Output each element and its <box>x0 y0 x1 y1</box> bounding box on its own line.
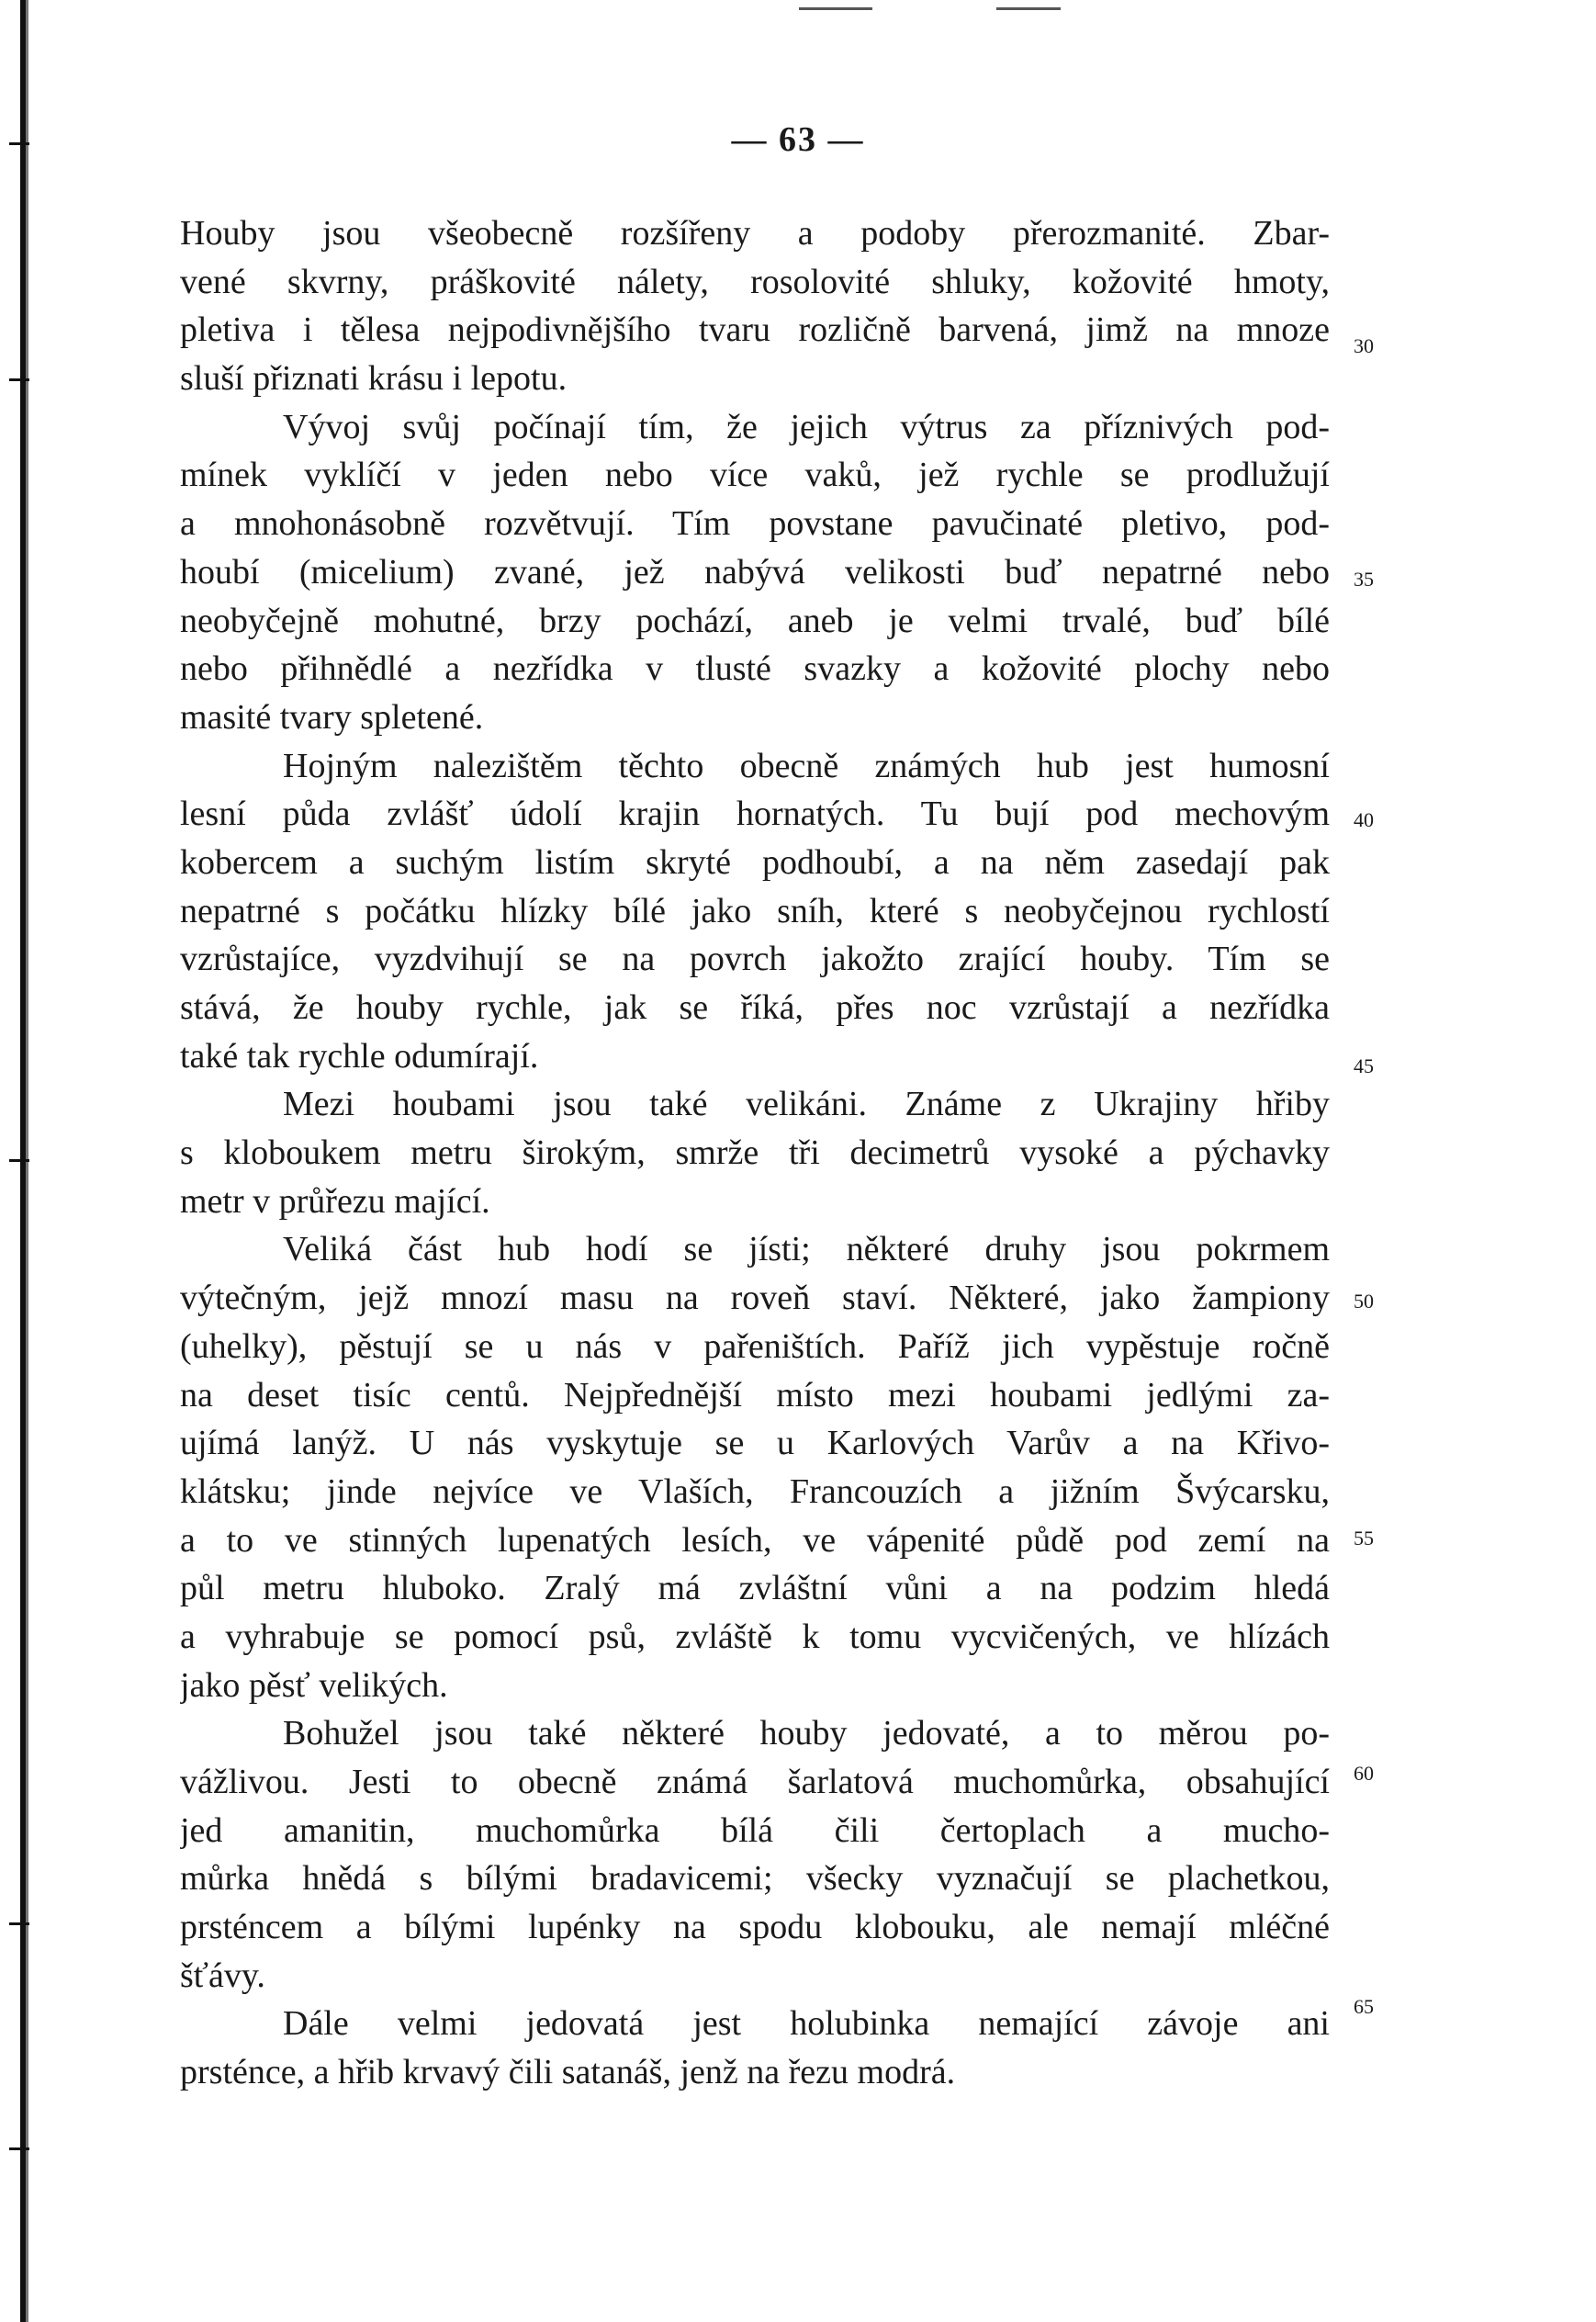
scan-edge-mark <box>9 1159 29 1162</box>
page-number: — 63 — <box>731 120 865 159</box>
text-line: šťávy. <box>180 1956 265 1995</box>
text-line: jed amanitin, muchomůrka bílá čili čertoplach a mucho- <box>180 1810 1330 1850</box>
text-line: nepatrné s počátku hlízky bílé jako sníh, které s neobyčejnou rychlostí <box>180 891 1330 930</box>
scan-edge-mark <box>9 378 29 381</box>
scan-edge-mark <box>9 2147 29 2150</box>
text-line: na deset tisíc centů. Nejpřednější místo mezi houbami jedlými za- <box>180 1375 1330 1415</box>
text-line: pletiva i tělesa nejpodivnějšího tvaru rozličně barvená, jimž na mnoze <box>180 310 1330 350</box>
text-line: mínek vyklíčí v jeden nebo více vaků, jež rychle se prodlužují <box>180 456 1330 495</box>
text-line: půl metru hluboko. Zralý má zvláštní vůni a na podzim hledá <box>180 1569 1330 1608</box>
margin-line-number: 50 <box>1354 1290 1374 1313</box>
text-line: jako pěsť velikých. <box>180 1665 448 1705</box>
text-line: metr v průřezu mající. <box>180 1181 490 1221</box>
scan-edge-mark <box>9 1922 29 1925</box>
text-line: Bohužel jsou také některé houby jedovaté, a to měrou po- <box>283 1714 1330 1753</box>
text-line: Mezi houbami jsou také velikáni. Známe z Ukrajiny hřiby <box>283 1085 1330 1124</box>
text-line: sluší přiznati krásu i lepotu. <box>180 359 568 399</box>
margin-line-number: 60 <box>1354 1762 1374 1785</box>
text-line: houbí (micelium) zvané, jež nabývá velikosti buď nepatrné nebo <box>180 552 1330 592</box>
margin-line-number: 35 <box>1354 568 1374 591</box>
text-line: Houby jsou všeobecně rozšířeny a podoby přerozmanité. Zbar- <box>180 214 1330 253</box>
text-line: také tak rychle odumírají. <box>180 1036 539 1076</box>
margin-line-number: 40 <box>1354 808 1374 831</box>
scan-top-smudge <box>799 7 872 10</box>
text-line: výtečným, jejž mnozí masu na roveň staví. Některé, jako žampiony <box>180 1279 1330 1318</box>
text-line: vené skvrny, práškovité nálety, rosolovité shluky, kožovité hmoty, <box>180 262 1330 301</box>
text-line: prsténce, a hřib krvavý čili satanáš, jenž na řezu modrá. <box>180 2053 956 2092</box>
text-line: (uhelky), pěstují se u nás v pařeništích. Paříž jich vypěstuje ročně <box>180 1326 1330 1366</box>
text-line: kobercem a suchým listím skryté podhoubí, a na něm zasedají pak <box>180 842 1330 882</box>
text-line: vzrůstajíce, vyzdvihují se na povrch jakožto zrající houby. Tím se <box>180 940 1330 979</box>
text-line: lesní půda zvlášť údolí krajin hornatých. Tu bují pod mechovým <box>180 795 1330 834</box>
text-line: neobyčejně mohutné, brzy pochází, aneb je velmi trvalé, buď bílé <box>180 601 1330 640</box>
margin-line-number: 45 <box>1354 1054 1374 1077</box>
text-line: Vývoj svůj počínají tím, že jejich výtrus za příznivých pod- <box>283 407 1330 446</box>
body-text <box>180 209 1330 2097</box>
text-line: prsténcem a bílými lupénky na spodu klobouku, ale nemají mléčné <box>180 1908 1330 1947</box>
text-line: nebo přihnědlé a nezřídka v tlusté svazky a kožovité plochy nebo <box>180 649 1330 689</box>
text-line: masité tvary spletené. <box>180 697 484 737</box>
text-line: a vyhrabuje se pomocí psů, zvláště k tomu vycvičených, ve hlízách <box>180 1617 1330 1656</box>
text-line: můrka hnědá s bílými bradavicemi; všecky vyznačují se plachetkou, <box>180 1859 1330 1899</box>
text-line: stává, že houby rychle, jak se říká, přes noc vzrůstají a nezřídka <box>180 988 1330 1027</box>
text-line: a to ve stinných lupenatých lesích, ve vápenité půdě pod zemí na <box>180 1520 1330 1560</box>
margin-line-number: 65 <box>1354 1995 1374 2018</box>
text-line: Dále velmi jedovatá jest holubinka nemající závoje ani <box>283 2004 1330 2044</box>
text-line: klátsku; jinde nejvíce ve Vlaších, Francouzích a jižním Švýcarsku, <box>180 1471 1330 1511</box>
margin-line-number: 55 <box>1354 1527 1374 1550</box>
text-line: ujímá lanýž. U nás vyskytuje se u Karlových Varův a na Křivo- <box>180 1424 1330 1463</box>
scan-top-smudge <box>996 7 1061 10</box>
text-line: Hojným nalezištěm těchto obecně známých hub jest humosní <box>283 746 1330 785</box>
text-line: Veliká část hub hodí se jísti; některé druhy jsou pokrmem <box>283 1230 1330 1269</box>
text-line: a mnohonásobně rozvětvují. Tím povstane pavučinaté pletivo, pod- <box>180 504 1330 544</box>
text-line: vážlivou. Jesti to obecně známá šarlatová muchomůrka, obsahující <box>180 1763 1330 1801</box>
margin-line-number: 30 <box>1354 334 1374 357</box>
text-line: s kloboukem metru širokým, smrže tři decimetrů vysoké a pýchavky <box>180 1133 1330 1173</box>
